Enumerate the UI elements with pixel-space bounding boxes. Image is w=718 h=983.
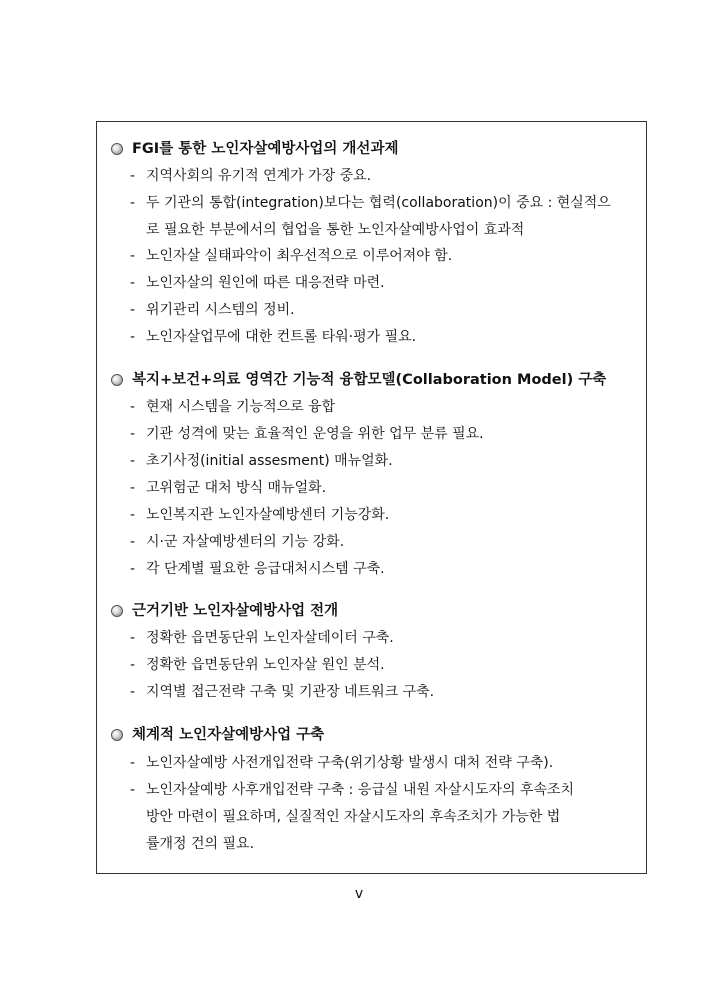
list-item: - 노인자살 실태파악이 최우선적으로 이루어져야 함. [130, 248, 453, 264]
list-item: - 노인복지관 노인자살예방센터 기능강화. [130, 507, 390, 523]
bullet-icon [110, 604, 125, 619]
list-item: - 현재 시스템을 기능적으로 융합 [130, 399, 336, 415]
list-item: - 노인자살업무에 대한 컨트롤 타워·평가 필요. [130, 329, 417, 345]
list-item-continuation: 로 필요한 부분에서의 협업을 통한 노인자살예방사업이 효과적 [146, 222, 525, 238]
list-item: - 위기관리 시스템의 정비. [130, 302, 295, 318]
section-heading-text: FGI를 통한 노인자살예방사업의 개선과제 [132, 141, 399, 157]
list-item: - 정확한 읍면동단위 노인자살데이터 구축. [130, 630, 394, 646]
list-item: - 기관 성격에 맞는 효율적인 운영을 위한 업무 분류 필요. [130, 426, 484, 442]
section-heading [110, 723, 324, 747]
bullet-icon [110, 728, 125, 743]
section-heading [110, 137, 398, 161]
page-number: v [354, 886, 364, 902]
section-heading [110, 599, 338, 623]
list-item-continuation: 방안 마련이 필요하며, 실질적인 자살시도자의 후속조치가 가능한 법 [146, 809, 561, 825]
bullet-icon [110, 373, 125, 388]
list-item: - 지역사회의 유기적 연계가 가장 중요. [130, 168, 372, 184]
list-item: - 시·군 자살예방센터의 기능 강화. [130, 534, 345, 550]
list-item: - 노인자살예방 사후개입전략 구축 : 응급실 내원 자살시도자의 후속조치 [130, 782, 575, 798]
section-heading-text: 복지+보건+의료 영역간 기능적 융합모델(Collaboration Model) 구축 [132, 372, 607, 388]
list-item: - 고위험군 대처 방식 매뉴얼화. [130, 480, 327, 496]
section-heading-text: 근거기반 노인자살예방사업 전개 [132, 603, 339, 619]
list-item: - 초기사정(initial assesment) 매뉴얼화. [130, 453, 393, 469]
list-item: - 노인자살의 원인에 따른 대응전략 마련. [130, 275, 385, 291]
list-item: - 각 단계별 필요한 응급대처시스템 구축. [130, 561, 385, 577]
section-heading-text: 체계적 노인자살예방사업 구축 [132, 727, 325, 743]
list-item: - 정확한 읍면동단위 노인자살 원인 분석. [130, 657, 385, 673]
section-heading [110, 368, 606, 392]
list-item: - 두 기관의 통합(integration)보다는 협력(collaboration)이 중요 : 현실적으 [130, 195, 611, 211]
bullet-icon [110, 142, 125, 157]
list-item: - 노인자살예방 사전개입전략 구축(위기상황 발생시 대처 전략 구축). [130, 755, 554, 771]
list-item-continuation: 률개정 건의 필요. [146, 836, 255, 852]
list-item: - 지역별 접근전략 구축 및 기관장 네트워크 구축. [130, 684, 435, 700]
